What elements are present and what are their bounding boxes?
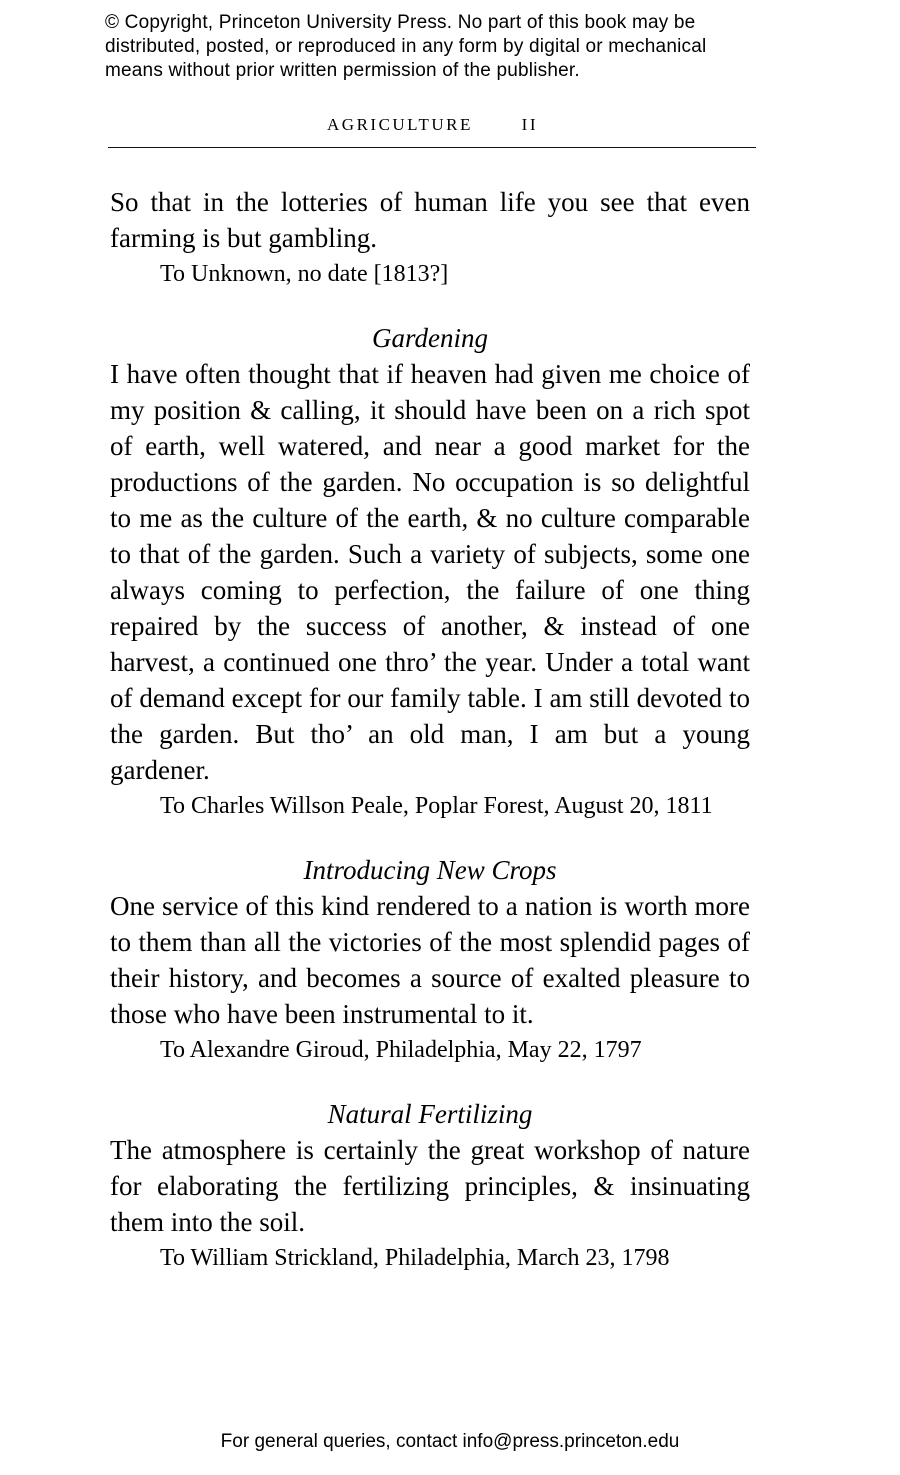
text-block (110, 184, 750, 1276)
section-heading-introducing-new-crops: Introducing New Crops (303, 855, 557, 885)
copyright-notice (105, 11, 706, 83)
section-heading-gardening: Gardening (372, 323, 488, 353)
quote-attribution: To Unknown, no date [1813?] (160, 261, 449, 287)
quote-attribution: To Charles Willson Peale, Poplar Forest, August 20, 1811 (160, 793, 713, 819)
quote-paragraph: So that in the lotteries of human life you see that even farming is but gambling. (110, 187, 750, 253)
copyright-line-3: means without prior written permission of the publisher. (105, 60, 580, 81)
header-rule (108, 147, 756, 148)
quote-attribution: To William Strickland, Philadelphia, March 23, 1798 (160, 1245, 670, 1271)
page-number: II (521, 115, 538, 134)
section-heading-natural-fertilizing: Natural Fertilizing (327, 1099, 533, 1129)
running-head (110, 115, 755, 135)
copyright-line-2: distributed, posted, or reproduced in any form by digital or mechanical (105, 36, 707, 57)
footer-contact: For general queries, contact info@press.princeton.edu (220, 1431, 680, 1452)
quote-attribution: To Alexandre Giroud, Philadelphia, May 22, 1797 (160, 1037, 642, 1063)
copyright-line-1: © Copyright, Princeton University Press. No part of this book may be (105, 12, 696, 33)
quote-paragraph: I have often thought that if heaven had given me choice of my position & calling, it should have been on a rich spot of earth, well watered, and near a good market for the productions of the garden. No occupation is so delightful to me as the culture of the earth, & no culture comparable to that of the garden. Such a variety of subjects, some one always coming to perfection, the failure of one thing repaired by the success of another, & instead of one harvest, a continued one thro’ the year. Under a total want of demand except for our family table. I am still devoted to the garden. But tho’ an old man, I am but a young gardener. (110, 359, 750, 785)
quote-paragraph: One service of this kind rendered to a nation is worth more to them than all the victories of the most splendid pages of their history, and becomes a source of exalted pleasure to those who have been instrumental to it. (110, 891, 750, 1029)
chapter-title: AGRICULTURE (327, 115, 473, 134)
quote-paragraph: The atmosphere is certainly the great workshop of nature for elaborating the fertilizing principles, & insinuating them into the soil. (110, 1135, 750, 1237)
